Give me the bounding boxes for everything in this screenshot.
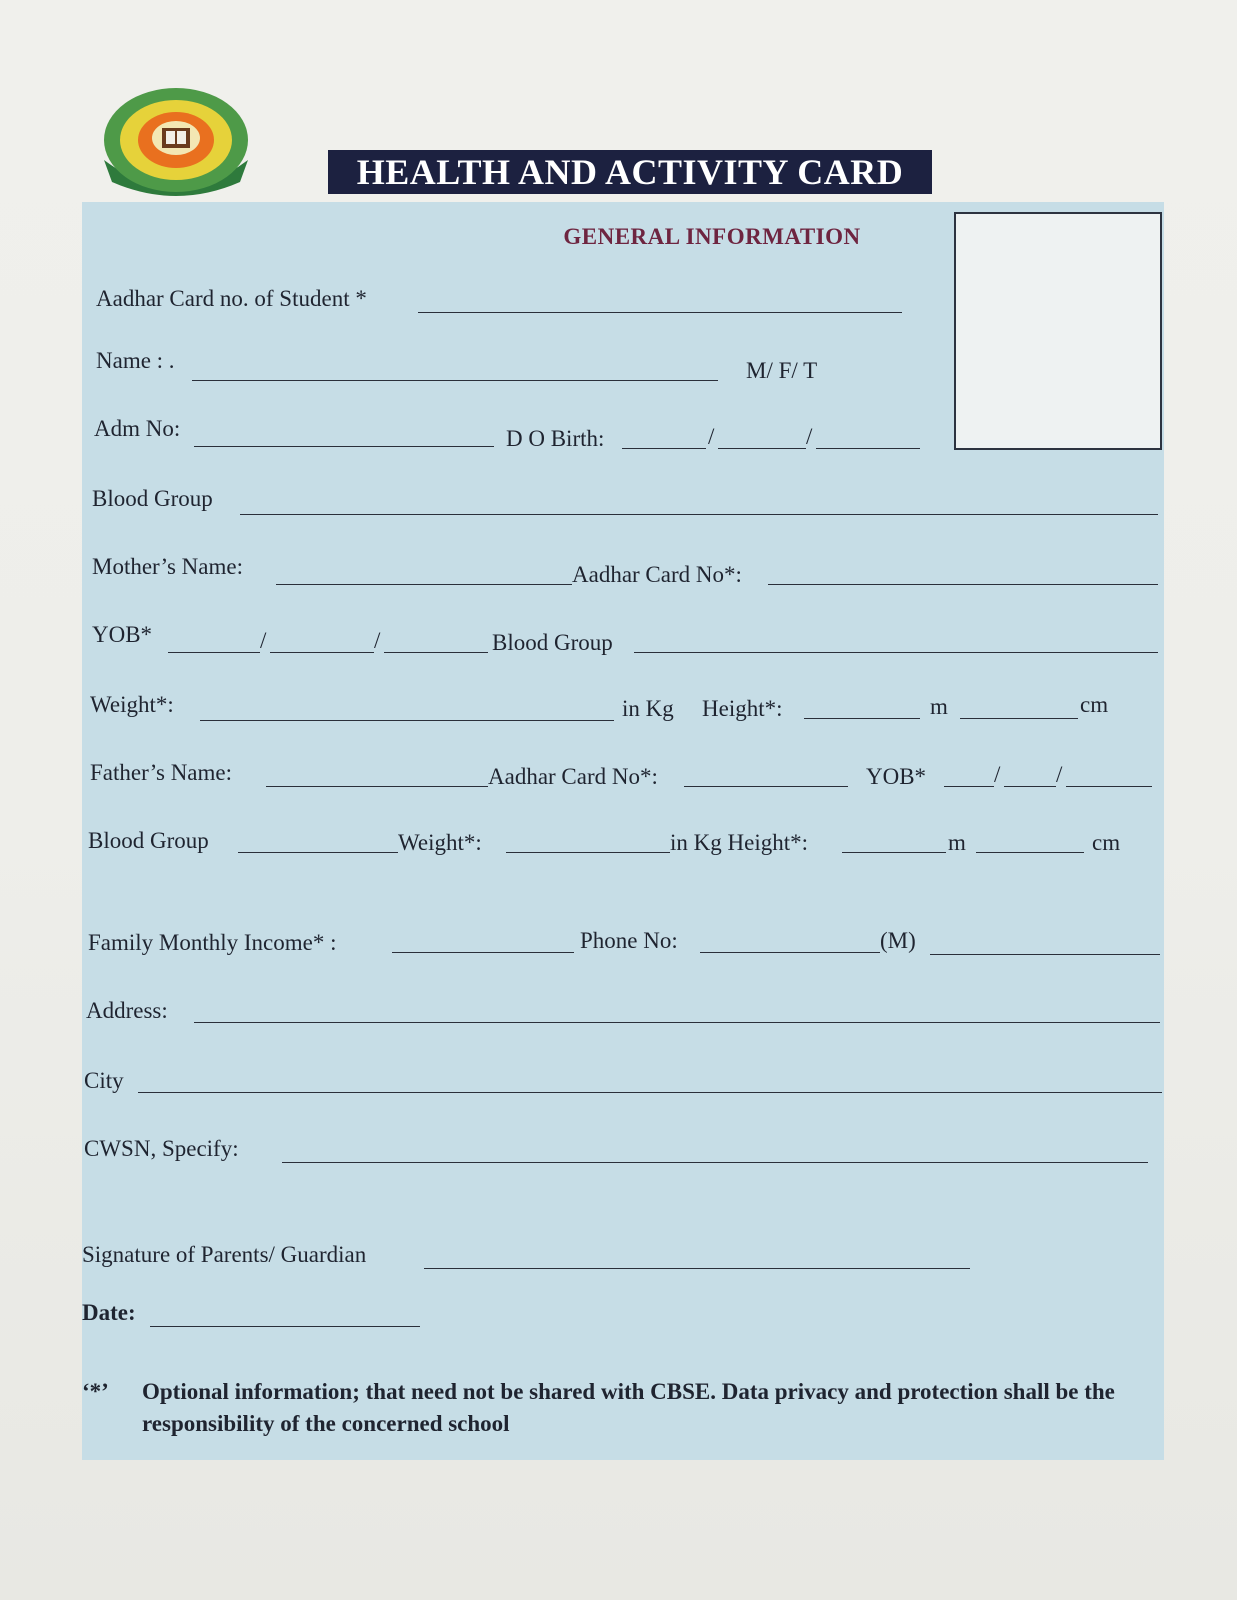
father-yob-slash-1: / [994, 762, 1001, 787]
father-name-field[interactable] [266, 786, 488, 787]
father-height-cm-field[interactable] [976, 852, 1084, 853]
income-field[interactable] [392, 952, 574, 953]
address-field[interactable] [194, 1022, 1160, 1023]
father-height-m-unit: m [948, 830, 966, 855]
mother-aadhar-label: Aadhar Card No*: [572, 562, 742, 587]
student-aadhar-field[interactable] [418, 312, 902, 313]
date-label: Date: [82, 1300, 136, 1325]
mobile-label: (M) [880, 928, 916, 953]
father-blood-group-field[interactable] [238, 852, 398, 853]
mother-height-label: Height*: [702, 696, 783, 721]
dob-day-field[interactable] [622, 448, 706, 449]
income-label: Family Monthly Income* : [88, 930, 337, 955]
dob-slash-1: / [708, 424, 715, 449]
dob-slash-2: / [806, 424, 813, 449]
mother-name-field[interactable] [276, 584, 572, 585]
mother-yob-year-field[interactable] [384, 652, 488, 653]
mother-height-cm-unit: cm [1080, 692, 1109, 717]
mother-weight-unit: in Kg [622, 696, 674, 721]
section-title: GENERAL INFORMATION [563, 224, 861, 249]
mother-yob-month-field[interactable] [270, 652, 374, 653]
father-aadhar-field[interactable] [684, 786, 848, 787]
mother-aadhar-field[interactable] [768, 584, 1158, 585]
city-field[interactable] [138, 1092, 1162, 1093]
father-aadhar-label: Aadhar Card No*: [488, 764, 658, 789]
father-weight-label: Weight*: [398, 830, 482, 855]
father-height-cm-unit: cm [1092, 830, 1121, 855]
student-blood-group-label: Blood Group [92, 486, 213, 511]
name-label: Name : . [96, 348, 175, 373]
mother-height-m-field[interactable] [804, 718, 920, 719]
father-weight-height-label: in Kg Height*: [670, 830, 808, 855]
father-yob-month-field[interactable] [1004, 786, 1056, 787]
mother-yob-day-field[interactable] [168, 652, 260, 653]
father-yob-label: YOB* [866, 764, 927, 789]
mother-name-label: Mother’s Name: [92, 554, 243, 579]
mother-height-cm-field[interactable] [960, 718, 1078, 719]
adm-no-field[interactable] [194, 446, 494, 447]
mother-blood-group-label: Blood Group [492, 630, 613, 655]
adm-no-label: Adm No: [94, 416, 181, 441]
gender-options[interactable]: M/ F/ T [746, 358, 818, 383]
note-asterisk-mark: ‘*’ [82, 1379, 109, 1404]
mother-yob-label: YOB* [92, 622, 153, 647]
address-label: Address: [86, 998, 168, 1023]
student-name-field[interactable] [192, 380, 718, 381]
general-information-panel [82, 202, 1164, 1460]
mother-blood-group-field[interactable] [634, 652, 1158, 653]
photo-box[interactable] [954, 212, 1162, 450]
dob-label: D O Birth: [506, 426, 605, 451]
father-name-label: Father’s Name: [90, 760, 233, 785]
mother-yob-slash-2: / [374, 628, 381, 653]
mother-weight-label: Weight*: [90, 692, 174, 717]
mother-yob-slash-1: / [260, 628, 267, 653]
mother-weight-field[interactable] [200, 720, 614, 721]
student-blood-group-field[interactable] [240, 514, 1158, 515]
mobile-field[interactable] [930, 954, 1160, 955]
date-field[interactable] [150, 1326, 420, 1327]
dob-month-field[interactable] [718, 448, 806, 449]
dob-year-field[interactable] [816, 448, 920, 449]
cwsn-field[interactable] [282, 1162, 1148, 1163]
phone-field[interactable] [700, 952, 880, 953]
city-label: City [84, 1068, 124, 1093]
mother-height-m-unit: m [930, 694, 948, 719]
note-text: Optional information; that need not be shared with CBSE. Data privacy and protection shall be the responsibility of the concerned school [142, 1379, 1115, 1436]
signature-field[interactable] [424, 1268, 970, 1269]
father-yob-year-field[interactable] [1066, 786, 1152, 787]
signature-label: Signature of Parents/ Guardian [82, 1242, 367, 1267]
card-title: HEALTH AND ACTIVITY CARD [328, 150, 932, 194]
father-blood-group-label: Blood Group [88, 828, 209, 853]
father-height-m-field[interactable] [842, 852, 946, 853]
school-board-emblem-icon [100, 86, 252, 198]
father-yob-slash-2: / [1056, 762, 1063, 787]
cwsn-label: CWSN, Specify: [84, 1136, 239, 1161]
father-yob-day-field[interactable] [944, 786, 994, 787]
student-aadhar-label: Aadhar Card no. of Student * [96, 286, 367, 311]
father-weight-field[interactable] [506, 852, 670, 853]
phone-label: Phone No: [580, 928, 678, 953]
